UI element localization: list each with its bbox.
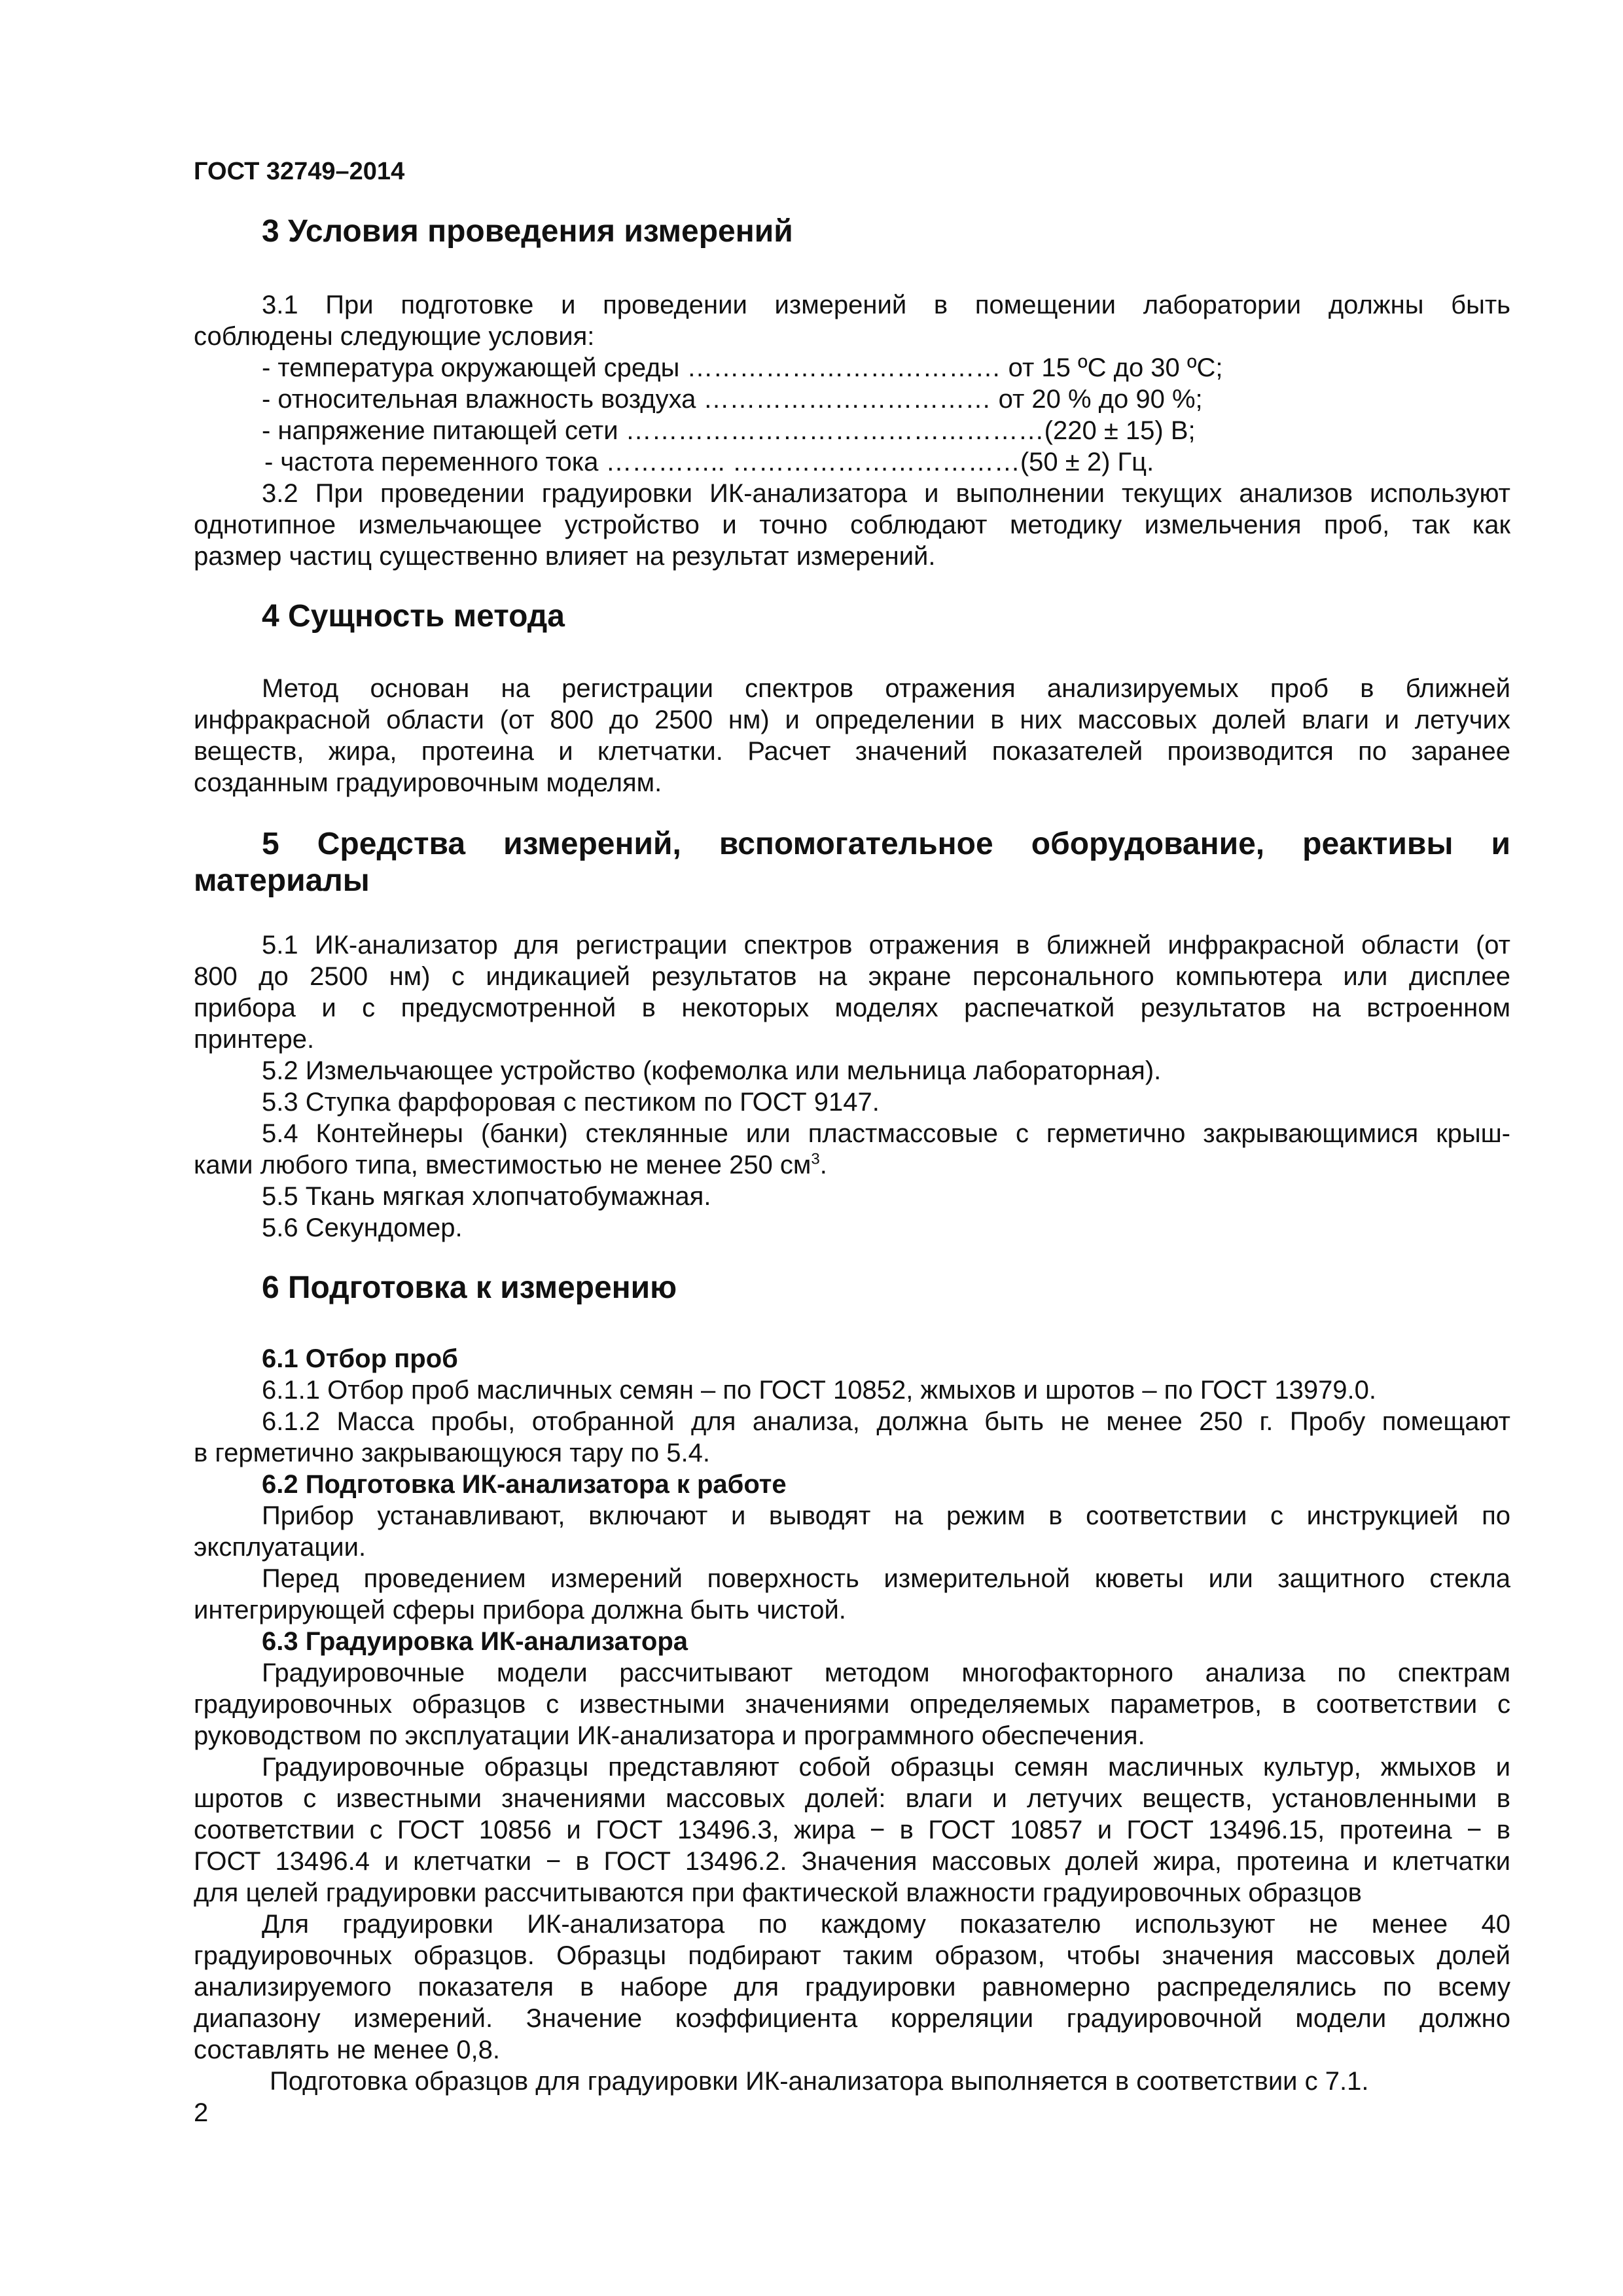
condition-item: - относительная влажность воздуха …………………………… от 20 % до 90 %; (262, 385, 1203, 414)
para-5-4-text: ками любого типа, вместимостью не менее 250 см (194, 1151, 812, 1179)
subsection-6-1-title: 6.1 Отбор проб (262, 1344, 458, 1373)
para-3-2-line: размер частиц существенно влияет на результат измерений. (194, 542, 936, 571)
para-5-3: 5.3 Ступка фарфоровая с пестиком по ГОСТ 9147. (262, 1088, 880, 1117)
para-6-3-line: для целей градуировки рассчитываются при фактической влажности градуировочных образцов (194, 1878, 1362, 1907)
section-5-title: 5 Средства измерений, вспомогательное оборудование, реактивы и (262, 827, 1510, 861)
para-3-1-line: соблюдены следующие условия: (194, 322, 595, 351)
para-6-1-1: 6.1.1 Отбор проб масличных семян – по ГОСТ 10852, жмыхов и шротов – по ГОСТ 13979.0. (262, 1376, 1377, 1405)
para-6-3-final: Подготовка образцов для градуировки ИК-анализатора выполняется в соответствии с 7.1. (270, 2067, 1369, 2096)
para-6-3-line: шротов с известными значениями массовых долей: влаги и летучих веществ, установленными в (194, 1784, 1510, 1813)
section-6-title: 6 Подготовка к измерению (262, 1270, 677, 1305)
para-6-3-line: градуировочных образцов с известными значениями определяемых параметров, в соответствии с (194, 1690, 1510, 1719)
section-4-line: Метод основан на регистрации спектров отражения анализируемых проб в ближней (262, 674, 1510, 703)
page-number: 2 (194, 2098, 209, 2127)
para-5-6: 5.6 Секундомер. (262, 1213, 463, 1242)
para-6-3-line: Градуировочные образцы представляют собой образцы семян масличных культур, жмыхов и (262, 1753, 1510, 1782)
para-6-2-line: интегрирующей сферы прибора должна быть чистой. (194, 1596, 846, 1624)
para-6-3-line: Градуировочные модели рассчитывают методом многофакторного анализа по спектрам (262, 1659, 1510, 1687)
para-5-4-line: 5.4 Контейнеры (банки) стеклянные или пластмассовые с герметично закрывающимися крыш- (262, 1119, 1510, 1148)
section-4-line: веществ, жира, протеина и клетчатки. Расчет значений показателей производится по заранее (194, 737, 1510, 766)
section-4-title: 4 Сущность метода (262, 599, 565, 634)
para-6-2-line: Прибор устанавливают, включают и выводят на режим в соответствии с инструкцией по (262, 1501, 1510, 1530)
para-6-3-line: анализируемого показателя в наборе для градуировки равномерно распределялись по всему (194, 1973, 1510, 2001)
para-5-1-line: 5.1 ИК-анализатор для регистрации спектров отражения в ближней инфракрасной области (от (262, 931, 1510, 960)
para-6-3-line: составлять не менее 0,8. (194, 2036, 501, 2064)
para-3-1-line: 3.1 При подготовке и проведении измерений в помещении лаборатории должны быть (262, 291, 1510, 319)
para-6-1-2-line: 6.1.2 Масса пробы, отобранной для анализа, должна быть не менее 250 г. Пробу помещают (262, 1407, 1510, 1436)
para-5-4-line (194, 1149, 1510, 1181)
section-4-line: инфракрасной области (от 800 до 2500 нм) и определении в них массовых долей влаги и летучих (194, 706, 1510, 734)
para-6-3-line: Для градуировки ИК-анализатора по каждому показателю используют не менее 40 (262, 1910, 1510, 1939)
condition-item: - температура окружающей среды ……………………………… от 15 ºС до 30 ºС; (262, 353, 1223, 382)
para-5-1-line: прибора и с предусмотренной в некоторых моделях распечаткой результатов на встроенном (194, 994, 1510, 1022)
section-3-title: 3 Условия проведения измерений (262, 214, 793, 249)
para-6-2-line: эксплуатации. (194, 1533, 366, 1562)
para-6-1-2-line: в герметично закрывающуюся тару по 5.4. (194, 1439, 710, 1467)
para-5-4-end: . (819, 1151, 827, 1179)
document-header: ГОСТ 32749–2014 (194, 158, 405, 185)
para-3-2-line: 3.2 При проведении градуировки ИК-анализатора и выполнении текущих анализов используют (262, 479, 1510, 508)
section-5-title-cont: материалы (194, 863, 370, 898)
condition-item: - напряжение питающей сети …………………………………………(220 ± 15) В; (262, 416, 1196, 445)
para-6-3-line: руководством по эксплуатации ИК-анализатора и программного обеспечения. (194, 1721, 1145, 1750)
para-6-3-line: соответствии с ГОСТ 10856 и ГОСТ 13496.3, жира − в ГОСТ 10857 и ГОСТ 13496.15, протеина − в (194, 1816, 1510, 1844)
para-5-2: 5.2 Измельчающее устройство (кофемолка или мельница лабораторная). (262, 1056, 1162, 1085)
para-5-5: 5.5 Ткань мягкая хлопчатобумажная. (262, 1182, 711, 1211)
para-5-1-line: принтере. (194, 1025, 315, 1054)
para-5-1-line: 800 до 2500 нм) с индикацией результатов на экране персонального компьютера или дисплее (194, 962, 1510, 991)
section-4-line: созданным градуировочным моделям. (194, 768, 662, 797)
para-6-3-line: диапазону измерений. Значение коэффициента корреляции градуировочной модели должно (194, 2004, 1510, 2033)
para-6-3-line: градуировочных образцов. Образцы подбирают таким образом, чтобы значения массовых долей (194, 1941, 1510, 1970)
condition-item: - частота переменного тока ………….. ……………………………(50 ± 2) Гц. (264, 448, 1154, 476)
para-3-2-line: однотипное измельчающее устройство и точно соблюдают методику измельчения проб, так как (194, 511, 1510, 539)
subsection-6-2-title: 6.2 Подготовка ИК-анализатора к работе (262, 1470, 787, 1499)
para-6-2-line: Перед проведением измерений поверхность измерительной кюветы или защитного стекла (262, 1564, 1510, 1593)
superscript-3: 3 (811, 1150, 820, 1168)
subsection-6-3-title: 6.3 Градуировка ИК-анализатора (262, 1627, 688, 1656)
para-6-3-line: ГОСТ 13496.4 и клетчатки − в ГОСТ 13496.2. Значения массовых долей жира, протеина и клетчатки (194, 1847, 1510, 1876)
